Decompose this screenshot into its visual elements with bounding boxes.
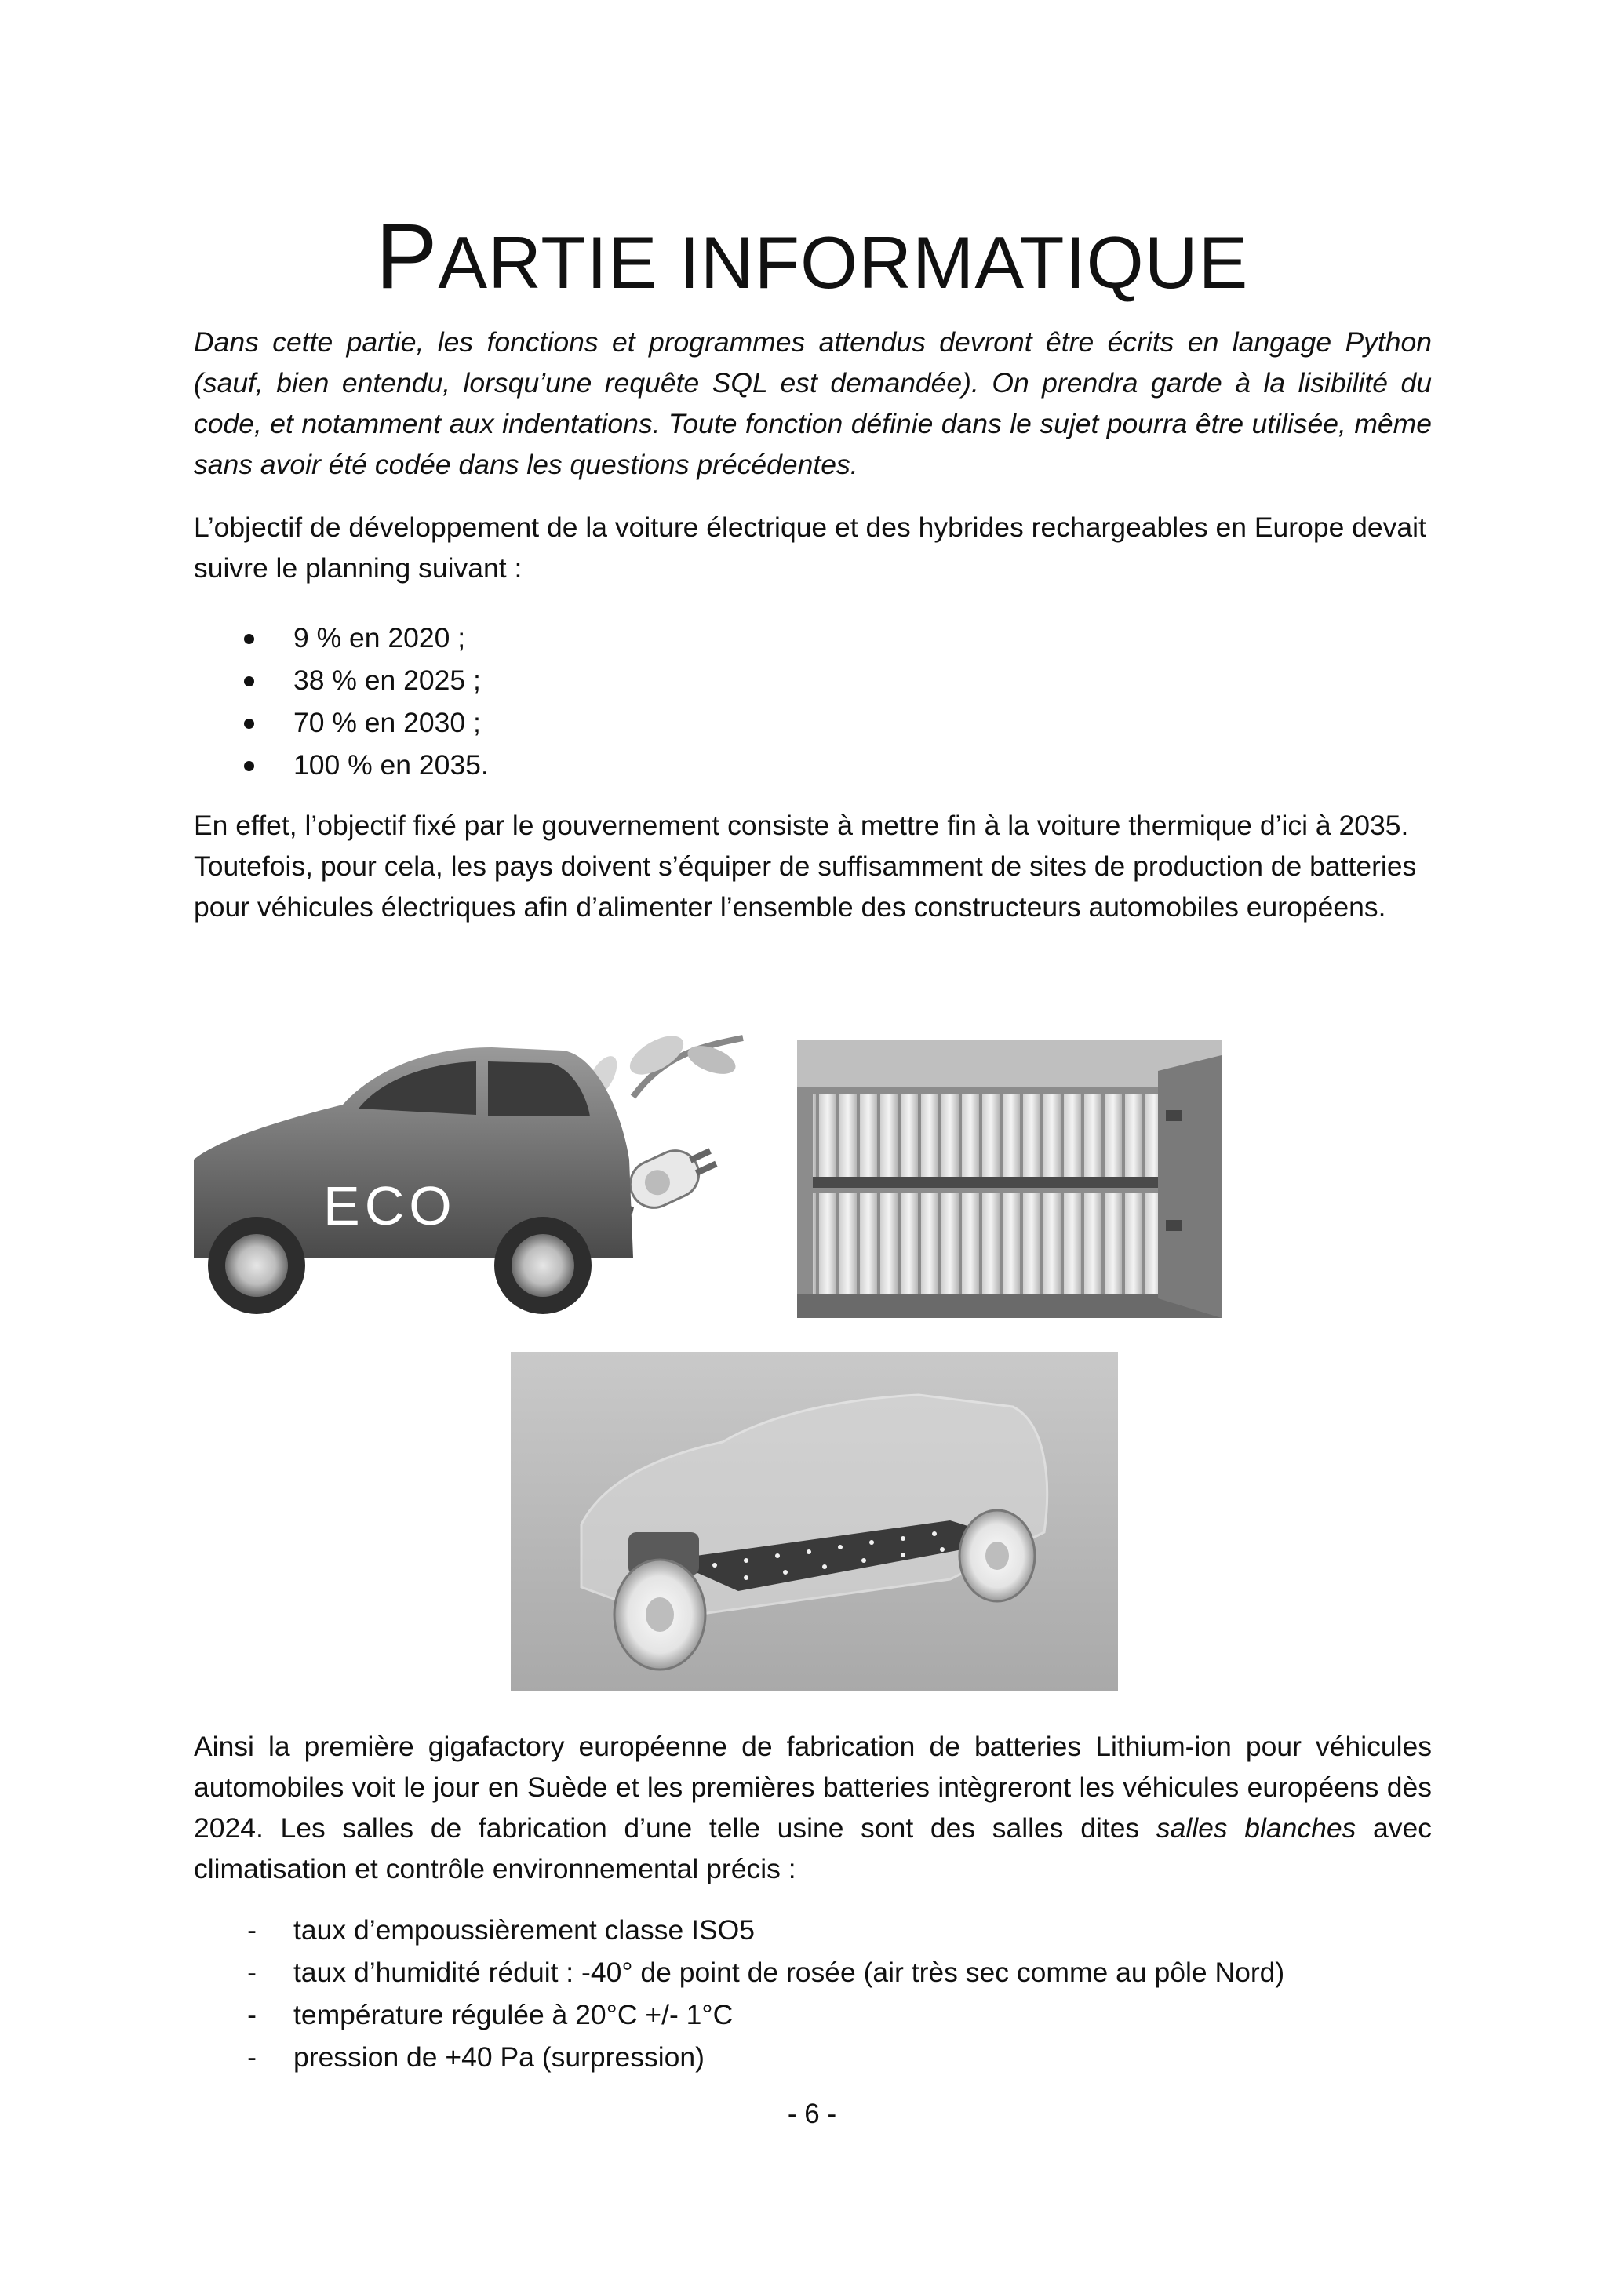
gigafactory-paragraph: Ainsi la première gigafactory européenne de fabrication de batteries Lithium-ion pour véhicules automobiles voit le jour en Suède et les premières batteries intègreront les véhicules européens dès 2024. Les salles de fabrication d’une telle usine sont des salles dites salles blanches avec climatisation et contrôle environnemental précis : — [194, 1731, 1432, 1884]
planning-list — [194, 617, 1432, 786]
dash-icon: - — [247, 1957, 257, 1988]
conditions-list — [194, 1909, 1432, 2078]
bullet-icon — [244, 761, 254, 771]
objective-paragraph: L’objectif de développement de la voiture électrique et des hybrides rechargeables en Europe devait suivre le planning suivant : — [194, 512, 1426, 584]
eco-logo-text: ECO — [323, 1175, 457, 1236]
ev-chassis-image — [511, 1352, 1118, 1691]
page-number: - 6 - — [787, 2099, 837, 2129]
list-item: - température régulée à 20°C +/- 1°C — [194, 1994, 1432, 2036]
list-item: 100 % en 2035. — [194, 744, 1432, 786]
dash-icon: - — [247, 1999, 257, 2030]
dash-icon: - — [247, 1914, 257, 1946]
title-rest: ARTIE INFORMATIQUE — [438, 221, 1249, 304]
bullet-icon — [244, 676, 254, 686]
dash-icon: - — [247, 2041, 257, 2073]
emphasis-salles-blanches: salles blanches — [1156, 1812, 1356, 1844]
list-item: 9 % en 2020 ; — [194, 617, 1432, 659]
page-title — [0, 205, 1624, 308]
intro-paragraph: Dans cette partie, les fonctions et programmes attendus devront être écrits en langage Python (sauf, bien entendu, lorsqu’une requête SQL est demandée). On prendra garde à la lisibilité du code, et notamment aux indentations. Toute fonction définie dans le sujet pourra être utilisée, même sans avoir été codée dans les questions précédentes. — [194, 326, 1432, 480]
list-item: 70 % en 2030 ; — [194, 701, 1432, 744]
list-item: - pression de +40 Pa (surpression) — [194, 2036, 1432, 2078]
list-item: 38 % en 2025 ; — [194, 659, 1432, 701]
list-item: - taux d’humidité réduit : -40° de point de rosée (air très sec comme au pôle Nord) — [194, 1951, 1432, 1994]
eco-car-image — [194, 1022, 752, 1316]
context-paragraph: En effet, l’objectif fixé par le gouvernement consiste à mettre fin à la voiture thermique d’ici à 2035. Toutefois, pour cela, les pays doivent s’équiper de suffisamment de sites de production de batteries pour véhicules électriques afin d’alimenter l’ensemble des constructeurs automobiles européens. — [194, 810, 1417, 923]
battery-cells-image — [797, 1040, 1222, 1318]
title-first-letter: P — [375, 205, 439, 308]
bullet-icon — [244, 634, 254, 644]
bullet-icon — [244, 719, 254, 729]
list-item: - taux d’empoussièrement classe ISO5 — [194, 1909, 1432, 1951]
